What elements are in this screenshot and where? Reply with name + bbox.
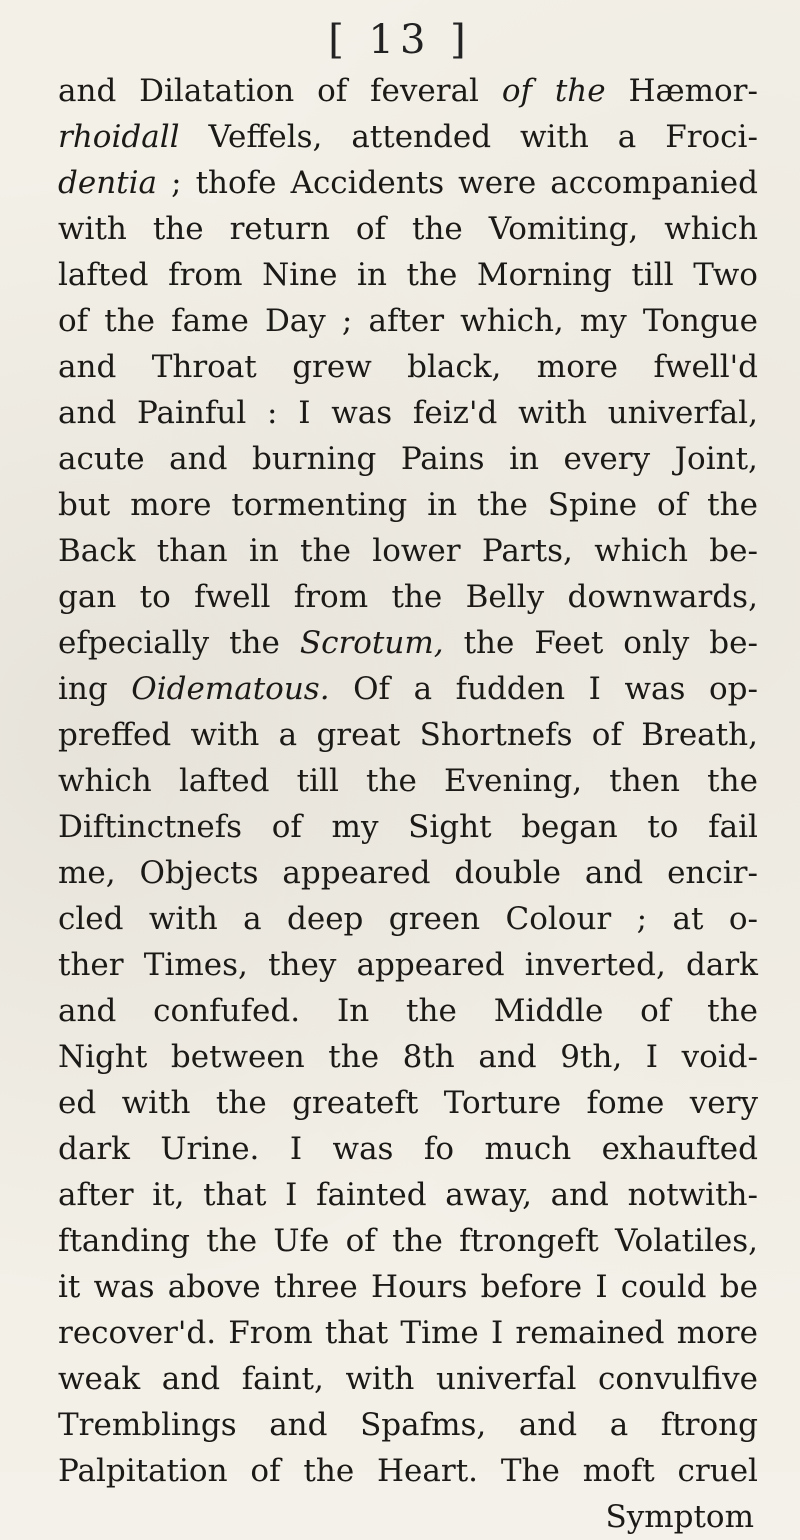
text-line: gan to fwell from the Belly downwards, (58, 579, 758, 615)
text-line: Tremblings and Spafms, and a ftrong (58, 1407, 758, 1443)
text-line: lafted from Nine in the Morning till Two (58, 257, 758, 293)
text-line: but more tormenting in the Spine of the (58, 487, 758, 523)
text-line: and Painful : I was feiz'd with univerfal, (58, 395, 758, 431)
text-line: efpecially the Scrotum, the Feet only be- (58, 625, 758, 661)
text-line: and Dilatation of feveral of the Hæmor- (58, 73, 758, 109)
text-line: ed with the greateft Torture fome very (58, 1085, 758, 1121)
text-line: and confufed. In the Middle of the (58, 993, 758, 1029)
text-line: of the fame Day ; after which, my Tongue (58, 303, 758, 339)
text-line: after it, that I fainted away, and notwith- (58, 1177, 758, 1213)
text-line: acute and burning Pains in every Joint, (58, 441, 758, 477)
text-line: Back than in the lower Parts, which be- (58, 533, 758, 569)
catchword: Symptom (605, 1499, 754, 1535)
text-line: recover'd. From that Time I remained more (58, 1315, 758, 1351)
text-line: weak and faint, with univerfal convulfive (58, 1361, 758, 1397)
text-line: dark Urine. I was fo much exhaufted (58, 1131, 758, 1167)
text-line: Palpitation of the Heart. The moft cruel (58, 1453, 758, 1489)
text-line: rhoidall Veffels, attended with a Froci- (58, 119, 758, 155)
body-text (58, 68, 758, 1540)
text-line: cled with a deep green Colour ; at o- (58, 901, 758, 937)
text-line: and Throat grew black, more fwell'd (58, 349, 758, 385)
text-line: preffed with a great Shortnefs of Breath, (58, 717, 758, 753)
text-line: me, Objects appeared double and encir- (58, 855, 758, 891)
text-line: it was above three Hours before I could be (58, 1269, 758, 1305)
page-number: [ 13 ] (328, 17, 472, 63)
text-line: ing Oidematous. Of a fudden I was op- (58, 671, 758, 707)
text-line: ther Times, they appeared inverted, dark (58, 947, 758, 983)
text-line: ftanding the Ufe of the ftrongeft Volatiles, (58, 1223, 758, 1259)
text-line: which lafted till the Evening, then the (58, 763, 758, 799)
text-line: Diftinctnefs of my Sight began to fail (58, 809, 758, 845)
text-line: dentia ; thofe Accidents were accompanied (58, 165, 758, 201)
text-line: with the return of the Vomiting, which (58, 211, 758, 247)
text-line: Night between the 8th and 9th, I void- (58, 1039, 758, 1075)
